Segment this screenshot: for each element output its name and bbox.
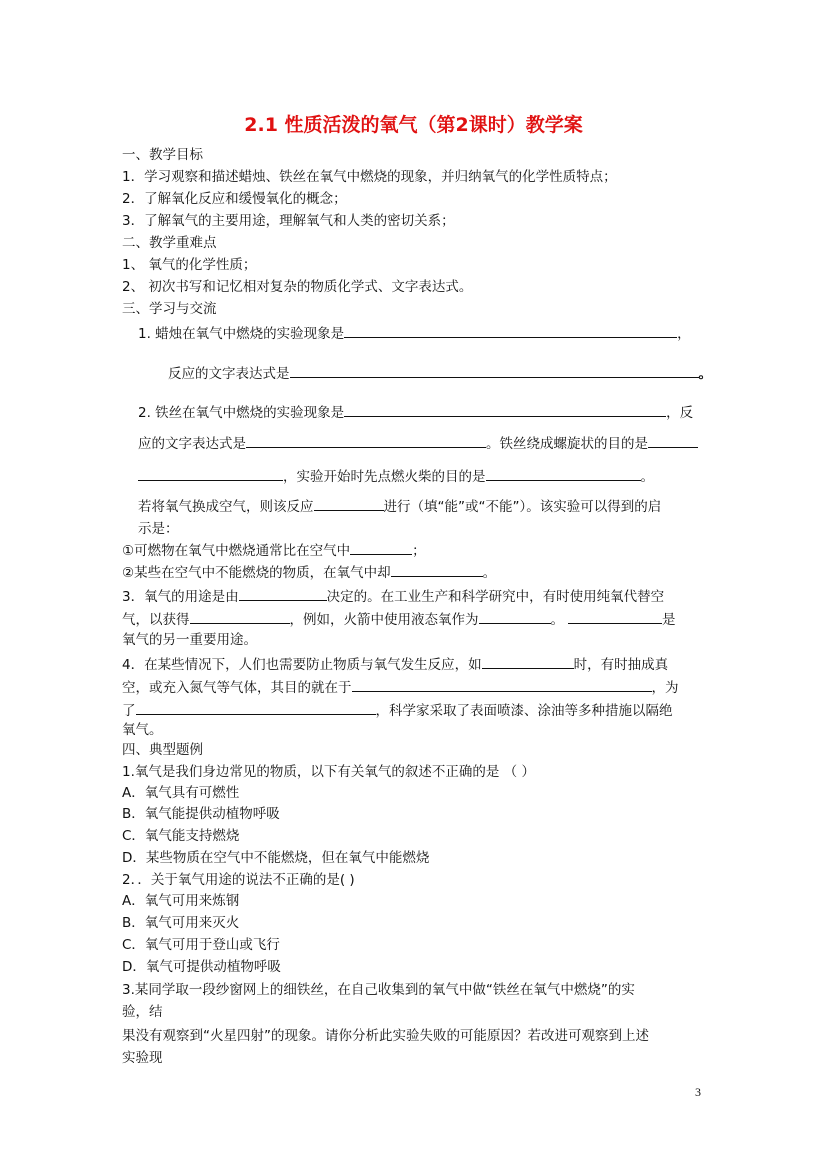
focus-item: 2、 初次书写和记忆相对复杂的物质化学式、文字表达式。: [122, 279, 473, 295]
q3b-text-2: ，例如，火箭中使用液态氧作为: [289, 612, 479, 628]
c2-text: ②某些在空气中不能燃烧的物质，在氧气中却: [122, 565, 391, 581]
q1a-line: [138, 323, 691, 344]
answer-blank[interactable]: [486, 466, 641, 481]
answer-blank[interactable]: [391, 562, 483, 577]
problem-1-option: B．氧气能提供动植物呼吸: [122, 806, 280, 822]
q3b-line: [122, 609, 676, 630]
answer-blank[interactable]: [568, 609, 662, 624]
conclusion-2: [122, 562, 496, 583]
q2c-text-1: ，实验开始时先点燃火柴的目的是: [283, 469, 486, 485]
c1-text: ①可燃物在氧气中燃烧通常比在空气中: [122, 543, 351, 559]
focus-item: 1、 氧气的化学性质；: [122, 257, 257, 273]
problem-2-question: 2．．关于氧气用途的说法不正确的是( ): [122, 872, 355, 888]
problem-2-option: D．氧气可提供动植物呼吸: [122, 959, 281, 975]
q2d-text-2: 进行（填“能”或“不能”）。该实验可以得到的启: [383, 499, 662, 515]
q3a-line: [122, 586, 664, 607]
q4c-text-2: ，科学家采取了表面喷漆、涂油等多种措施以隔绝: [375, 703, 673, 719]
q4b-line: [122, 677, 679, 698]
answer-blank[interactable]: [479, 609, 551, 624]
answer-blank[interactable]: [138, 466, 283, 481]
q3b-text-1: 气，以获得: [122, 612, 190, 628]
q2c-text-2: 。: [640, 469, 654, 485]
q4d-line: 氧气。: [122, 722, 163, 738]
q2e-line: 示是：: [138, 521, 179, 537]
problem-1-option: D．某些物质在空气中不能燃烧，但在氧气中能燃烧: [122, 850, 430, 866]
conclusion-1: [122, 540, 426, 561]
problem-3-line: 3.某同学取一段纱窗网上的细铁丝，在自己收集到的氧气中做“铁丝在氧气中燃烧”的实: [122, 982, 635, 998]
answer-blank[interactable]: [190, 609, 290, 624]
q2a-line: [138, 402, 693, 423]
problem-2-option: B．氧气可用来灭火: [122, 915, 240, 931]
problem-1-option: A．氧气具有可燃性: [122, 785, 240, 801]
q1b-line: [168, 363, 712, 384]
q2d-text-1: 若将氧气换成空气，则该反应: [138, 499, 314, 515]
answer-blank[interactable]: [246, 433, 486, 448]
q2c-line: [138, 466, 654, 487]
q2a-text: 2. 铁丝在氧气中燃烧的实验现象是: [138, 405, 345, 421]
q3c-line: 氧气的另一重要用途。: [122, 632, 257, 648]
q4a-line: [122, 654, 668, 675]
q1a-text: 1. 蜡烛在氧气中燃烧的实验现象是: [138, 326, 345, 342]
section-heading-study: 三、学习与交流: [122, 301, 217, 317]
q2a-end: ，反: [666, 405, 694, 421]
answer-blank[interactable]: [136, 700, 376, 715]
problem-3-line: 验，结: [122, 1004, 163, 1020]
q1a-end: ，: [677, 326, 691, 342]
problem-2-option: C．氧气可用于登山或飞行: [122, 937, 280, 953]
section-heading-focus: 二、教学重难点: [122, 235, 217, 251]
goal-item: 3．了解氧气的主要用途，理解氧气和人类的密切关系；: [122, 213, 455, 229]
answer-blank[interactable]: [482, 654, 574, 669]
answer-blank[interactable]: [239, 586, 327, 601]
answer-blank[interactable]: [352, 677, 652, 692]
q2b-text-2: 。铁丝绕成螺旋状的目的是: [486, 436, 648, 452]
answer-blank[interactable]: [344, 323, 677, 338]
answer-blank[interactable]: [344, 402, 666, 417]
answer-blank[interactable]: [290, 363, 699, 378]
q1b-end: 。: [698, 366, 712, 382]
q4b-text-2: ，为: [651, 680, 679, 696]
q3b-text-4: 是: [662, 612, 676, 628]
section-heading-goals: 一、教学目标: [122, 147, 203, 163]
problem-1-question: 1.氧气是我们身边常见的物质，以下有关氧气的叙述不正确的是 （ ）: [122, 764, 535, 780]
q4a-text-1: 4．在某些情况下，人们也需要防止物质与氧气发生反应，如: [122, 657, 482, 673]
q4b-text-1: 空，或充入氮气等气体，其目的就在于: [122, 680, 352, 696]
page-title: 2.1 性质活泼的氧气（第2课时）教学案: [244, 114, 583, 136]
q4a-text-2: 时，有时抽成真: [573, 657, 669, 673]
c1-end: ；: [412, 543, 426, 559]
answer-blank[interactable]: [314, 496, 384, 511]
problem-3-line: 实验现: [122, 1050, 163, 1066]
page-number: 3: [695, 1085, 701, 1099]
problem-1-option: C．氧气能支持燃烧: [122, 828, 240, 844]
c2-end: 。: [482, 565, 497, 581]
q3a-text-2: 决定的。在工业生产和科学研究中，有时使用纯氧代替空: [326, 589, 665, 605]
goal-item: 1．学习观察和描述蜡烛、铁丝在氧气中燃烧的现象，并归纳氧气的化学性质特点；: [122, 169, 617, 185]
answer-blank[interactable]: [648, 433, 698, 448]
q4c-text-1: 了: [122, 703, 136, 719]
problem-3-line: 果没有观察到“火星四射”的现象。请你分析此实验失败的可能原因？若改进可观察到上述: [122, 1028, 649, 1044]
goal-item: 2．了解氧化反应和缓慢氧化的概念；: [122, 191, 347, 207]
problem-2-option: A．氧气可用来炼钢: [122, 893, 240, 909]
answer-blank[interactable]: [350, 540, 412, 555]
q3a-text-1: 3．氧气的用途是由: [122, 589, 239, 605]
q3b-text-3: 。: [550, 612, 564, 628]
q2d-line: [138, 496, 661, 517]
q2b-line: [138, 433, 698, 454]
q4c-line: [122, 700, 673, 721]
section-heading-examples: 四、典型题例: [122, 742, 203, 758]
q2b-text-1: 应的文字表达式是: [138, 436, 246, 452]
q1b-text: 反应的文字表达式是: [168, 366, 290, 382]
